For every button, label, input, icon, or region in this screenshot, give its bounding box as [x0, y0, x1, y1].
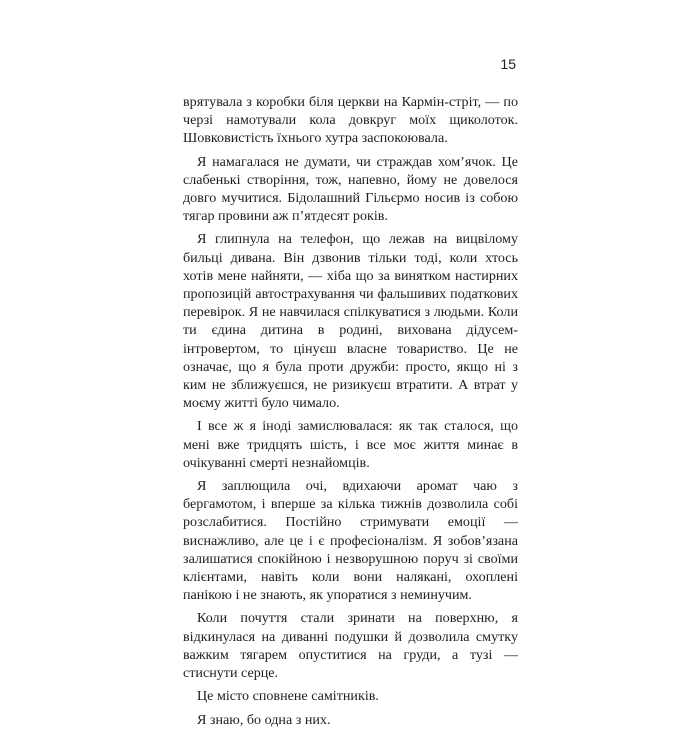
- paragraph: Я намагалася не думати, чи страждав хом’ячок. Це слабенькі створіння, тож, напевно, йому не довелося довго мучитися. Бідолашний Гільєрмо носив із собою тягар провини аж п’ятдесят років.: [183, 153, 518, 225]
- paragraph: Коли почуття стали зринати на поверхню, я відкинулася на диванні подушки й дозволила смутку важким тягарем опуститися на груди, а тузі — стиснути серце.: [183, 610, 518, 682]
- paragraph: І все ж я іноді замислювалася: як так сталося, що мені вже тридцять шість, і все моє життя минає в очікуванні смерті незнайомців.: [183, 418, 518, 471]
- paragraph: Я глипнула на телефон, що лежав на вицвілому бильці дивана. Він дзвонив тільки тоді, коли хтось хотів мене найняти, — хіба що за винятком настирних пропозицій автострахування чи фальшивих податкових перевірок. Я не навчилася спілкуватися з людьми. Коли ти єдина дитина в родині, вихована дідусем-інтровертом, то цінуєш власне товариство. Це не означає, що я була проти дружби: просто, якщо ні з ким не зближуєшся, не ризикуєш втратити. А втрат у моєму житті було чимало.: [183, 231, 518, 412]
- paragraph: Це місто сповнене самітників.: [197, 688, 379, 705]
- page-number: 15: [500, 56, 516, 72]
- paragraph: Я знаю, бо одна з них.: [197, 711, 331, 728]
- paragraph: врятувала з коробки біля церкви на Кармін-стріт, — по черзі намотували кола довкруг моїх щиколоток. Шовковистість їхнього хутра заспокоювала.: [183, 94, 518, 147]
- body-text: [183, 93, 518, 734]
- paragraph: Я заплющила очі, вдихаючи аромат чаю з бергамотом, і вперше за кілька тижнів дозволила собі розслабитися. Постійно стримувати емоції — виснажливо, але це і є професіоналізм. Я зобов’язана залишатися спокійною і незворушною поруч зі своїми клієнтами, навіть коли вони налякані, охоплені панікою і не знають, як упоратися з неминучим.: [183, 478, 518, 604]
